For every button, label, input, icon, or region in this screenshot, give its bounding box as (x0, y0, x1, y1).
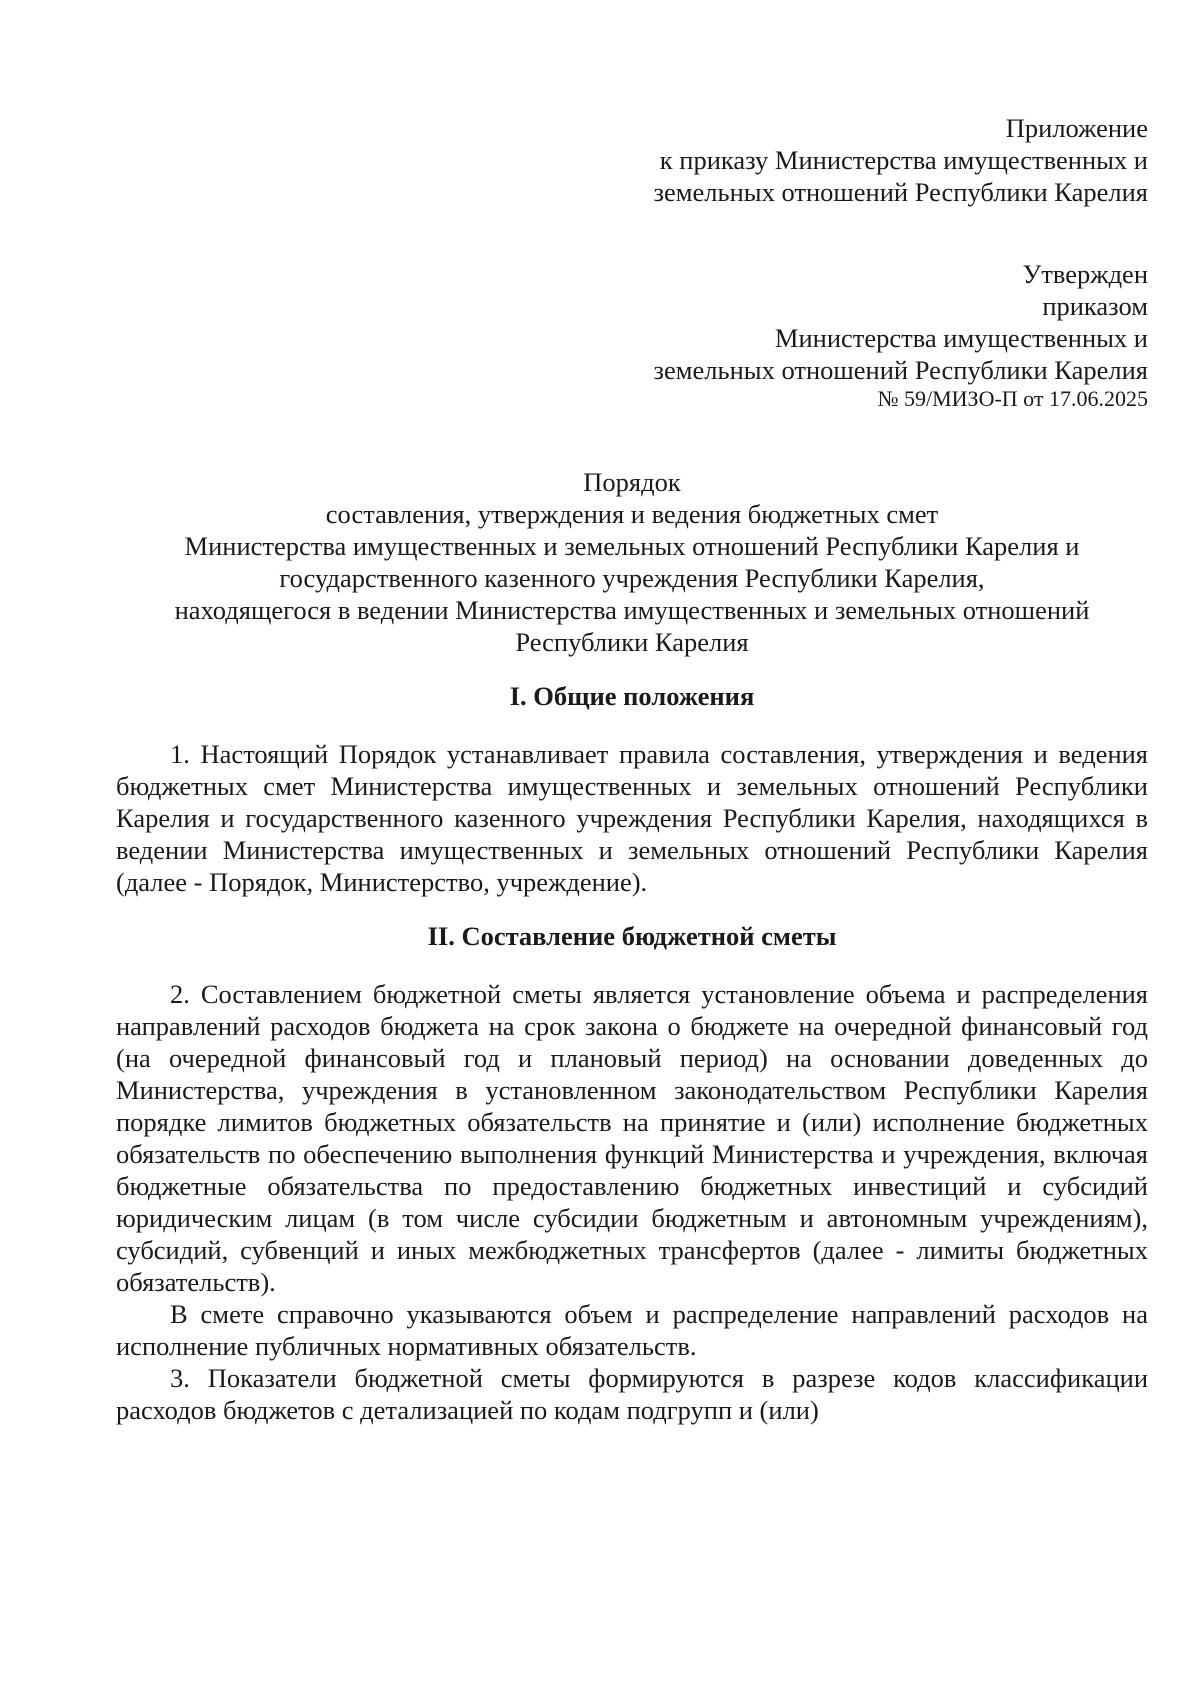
approval-stamp-block (116, 258, 1148, 412)
appendix-header (116, 112, 1148, 208)
approval-line: Министерства имущественных и (774, 323, 1148, 353)
paragraph: В смете справочно указываются объем и распределение направлений расходов на исполнение публичных нормативных обязательств. (116, 1299, 1148, 1361)
section-budget-estimate (116, 920, 1148, 1426)
title-line: находящегося в ведении Министерства имущественных и земельных отношений (174, 595, 1090, 625)
paragraph: 1. Настоящий Порядок устанавливает правила составления, утверждения и ведения бюджетных смет Министерства имущественных и земельных отношений Республики Карелия и государственного казенного учреждения Республики Карелия, находящихся в ведении Министерства имущественных и земельных отношений Республики Карелия (далее - Порядок, Министерство, учреждение). (116, 739, 1148, 897)
section-heading: II. Составление бюджетной сметы (427, 921, 837, 951)
title-line: Республики Карелия (515, 627, 749, 657)
document-content (116, 112, 1148, 1426)
title-line: государственного казенного учреждения Республики Карелия, (279, 563, 985, 593)
approval-line: Утвержден (1022, 259, 1148, 289)
paragraph: 2. Составлением бюджетной сметы является установление объема и распределения направлений расходов бюджета на срок закона о бюджете на очередной финансовый год (на очередной финансовый год и плановый период) на основании доведенных до Министерства, учреждения в установленном законодательством Республики Карелия порядке лимитов бюджетных обязательств на принятие и (или) исполнение бюджетных обязательств по обеспечению выполнения функций Министерства и учреждения, включая бюджетные обязательства по предоставлению бюджетных инвестиций и субсидий юридическим лицам (в том числе субсидии бюджетным и автономным учреждениям), субсидий, субвенций и иных межбюджетных трансфертов (далее - лимиты бюджетных обязательств). (116, 979, 1148, 1297)
title-line: Порядок (583, 467, 681, 497)
order-number: № 59/МИЗО-П от 17.06.2025 (877, 386, 1148, 411)
document-title (116, 466, 1148, 658)
title-line: Министерства имущественных и земельных отношений Республики Карелия и (184, 531, 1080, 561)
appendix-line: Приложение (1005, 113, 1148, 143)
paragraph: 3. Показатели бюджетной сметы формируются в разрезе кодов классификации расходов бюджетов с детализацией по кодам подгрупп и (или) (116, 1363, 1148, 1425)
appendix-line: земельных отношений Республики Карелия (653, 177, 1148, 207)
title-line: составления, утверждения и ведения бюджетных смет (325, 499, 939, 529)
appendix-line: к приказу Министерства имущественных и (659, 145, 1148, 175)
section-heading: I. Общие положения (509, 681, 755, 711)
approval-line: земельных отношений Республики Карелия (653, 355, 1148, 385)
section-general-provisions (116, 680, 1148, 898)
approval-line: приказом (1042, 291, 1148, 321)
